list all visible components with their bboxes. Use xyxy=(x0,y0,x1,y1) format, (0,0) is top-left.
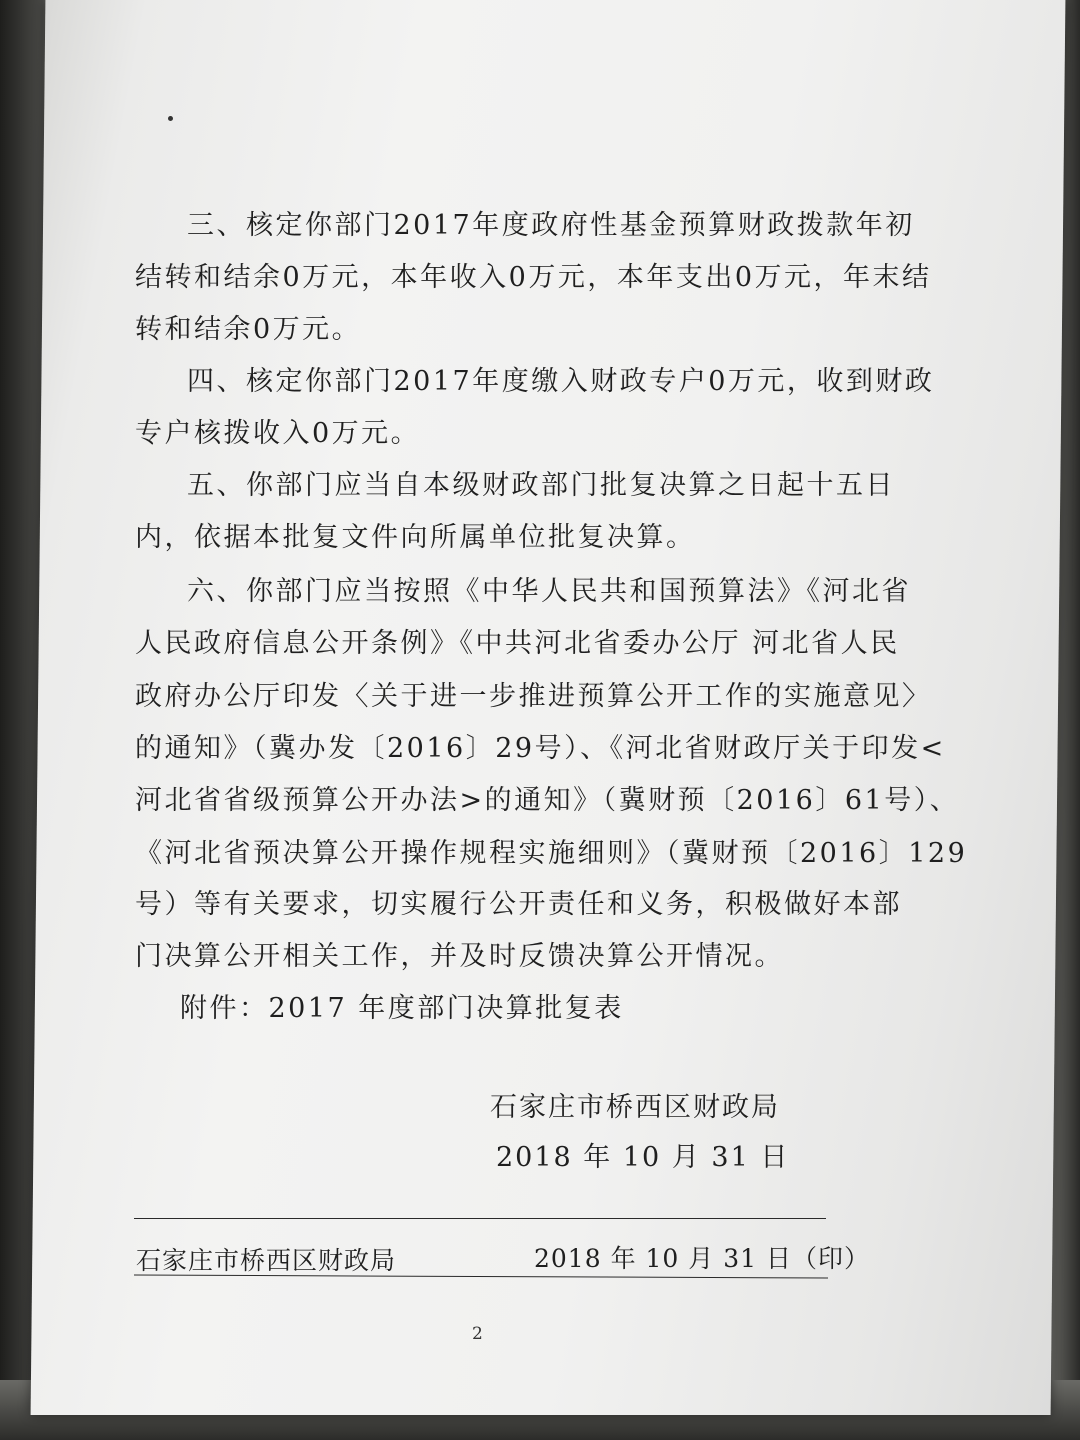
paragraph-4-line-2: 专户核拨收入0万元。 xyxy=(135,418,421,449)
attachment-line: 附件：2017 年度部门决算批复表 xyxy=(180,993,624,1024)
signature-issuer: 石家庄市桥西区财政局 xyxy=(490,1092,780,1123)
paragraph-4-line-1: 四、核定你部门2017年度缴入财政专户0万元，收到财政 xyxy=(187,366,935,397)
paragraph-5-line-2: 内，依据本批复文件向所属单位批复决算。 xyxy=(135,522,696,553)
paragraph-6-line-5: 河北省省级预算公开办法>的通知》（冀财预〔2016〕61号）、 xyxy=(135,785,960,816)
footer-bottom-rule xyxy=(134,1274,828,1278)
footer-issuer: 石家庄市桥西区财政局 xyxy=(136,1246,397,1275)
paragraph-6-line-8: 门决算公开相关工作，并及时反馈决算公开情况。 xyxy=(135,941,784,972)
paragraph-3-line-3: 转和结余0万元。 xyxy=(135,314,362,345)
paragraph-6-line-6: 《河北省预决算公开操作规程实施细则》（冀财预〔2016〕129 xyxy=(135,838,968,869)
paragraph-6-line-7: 号）等有关要求，切实履行公开责任和义务，积极做好本部 xyxy=(135,889,902,920)
paragraph-5-line-1: 五、你部门应当自本级财政部门批复决算之日起十五日 xyxy=(187,470,895,501)
paragraph-3-line-2: 结转和结余0万元，本年收入0万元，本年支出0万元，年末结 xyxy=(135,262,932,293)
paragraph-3-line-1: 三、核定你部门2017年度政府性基金预算财政拨款年初 xyxy=(187,210,915,241)
footer-top-rule xyxy=(134,1218,826,1219)
paragraph-6-line-1: 六、你部门应当按照《中华人民共和国预算法》《河北省 xyxy=(187,576,911,607)
signature-date: 2018 年 10 月 31 日 xyxy=(496,1142,790,1173)
paragraph-6-line-2: 人民政府信息公开条例》《中共河北省委办公厅 河北省人民 xyxy=(135,628,900,659)
paragraph-6-line-4: 的通知》（冀办发〔2016〕29号）、《河北省财政厅关于印发< xyxy=(135,733,946,764)
paragraph-6-line-3: 政府办公厅印发〈关于进一步推进预算公开工作的实施意见〉 xyxy=(135,681,932,712)
ink-dot xyxy=(168,116,173,121)
page-number: 2 xyxy=(472,1324,483,1344)
footer-date-seal: 2018 年 10 月 31 日（印） xyxy=(534,1244,870,1273)
